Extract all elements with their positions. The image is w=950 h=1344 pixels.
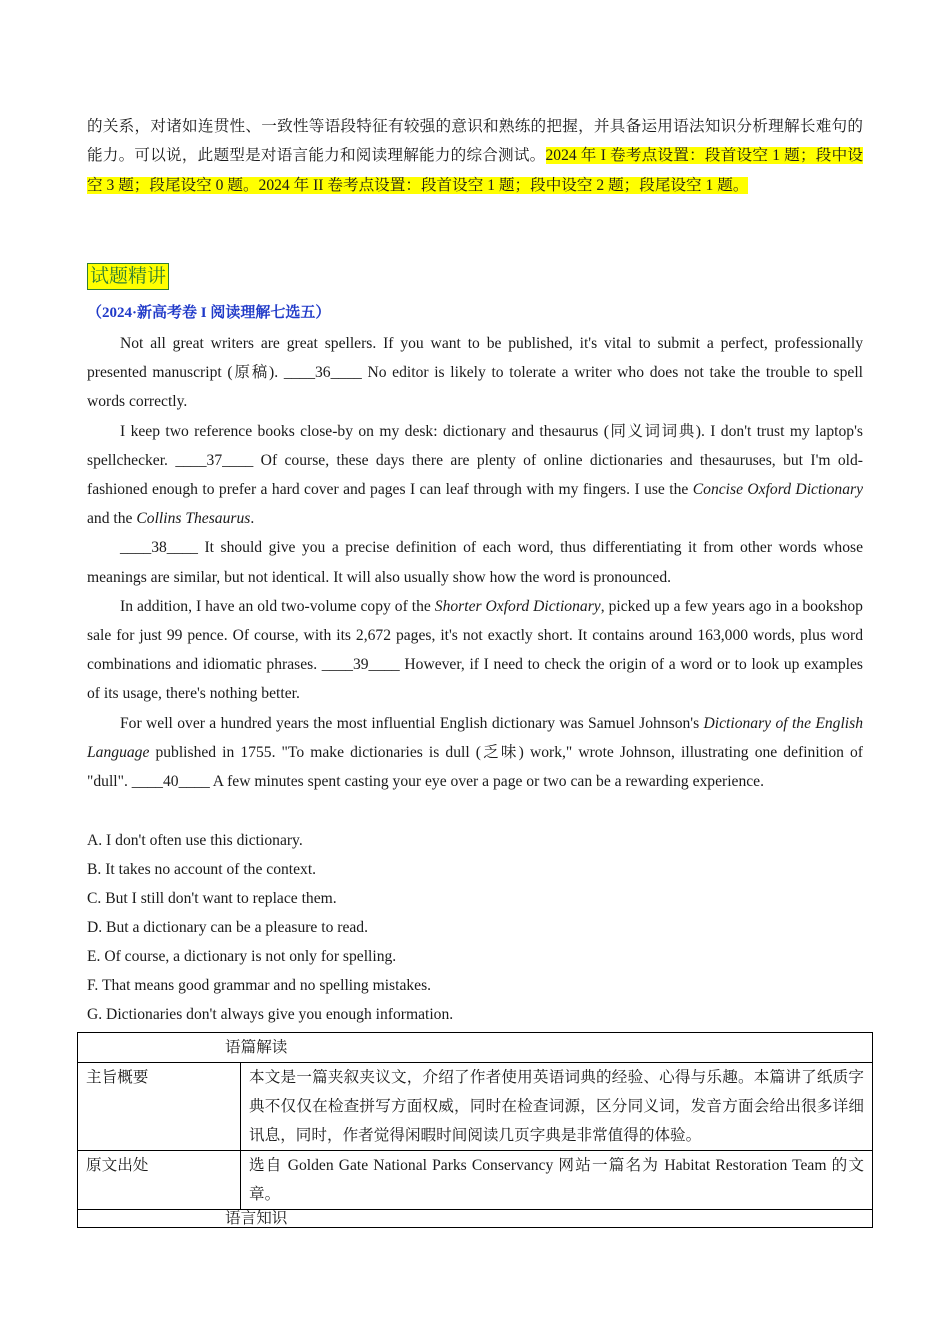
- p5-italic-title: Dictionary of the English Language: [87, 714, 863, 761]
- passage-paragraph-1: Not all great writers are great spellers. If you want to be published, it's vital to submit a perfect, professionally presented manuscript (原稿). ____36____ No editor is likely to tolerate a writer who does not take the trouble to spell words correctly.: [87, 335, 863, 411]
- p2-text-a: I keep two reference books close-by on my desk: dictionary and thesaurus (同义词词典). I don't trust my laptop's spellchecker. ____37____ Of course, these days there are plenty of online dictionaries and thesauruses, but I'm old-fashioned enough to prefer a hard cover and pages I can leaf through with my fingers. I use the: [87, 422, 863, 499]
- intro-paragraph: [87, 112, 863, 200]
- option-e: E. Of course, a dictionary is not only for spelling.: [87, 948, 397, 965]
- p4-text-a: In addition, I have an old two-volume copy of the: [120, 597, 435, 615]
- table-content-source: 选自 Golden Gate National Parks Conservancy 网站一篇名为 Habitat Restoration Team 的文章。: [241, 1151, 873, 1210]
- table-content-summary: 本文是一篇夹叙夹议文，介绍了作者使用英语词典的经验、心得与乐趣。本篇讲了纸质字典不仅仅在检查拼写方面权威，同时在检查词源，区分同义词，发音方面会给出很多详细讯息，同时，作者觉得闲暇时间阅读几页字典是非常值得的体验。: [241, 1063, 873, 1151]
- p2-text-b: and the: [87, 510, 137, 528]
- passage-paragraph-2: [87, 417, 863, 534]
- option-g: G. Dictionaries don't always give you enough information.: [87, 1006, 454, 1023]
- p5-text-a: For well over a hundred years the most influential English dictionary was Samuel Johnson's: [120, 714, 704, 732]
- intro-highlight: 2024 年 I 卷考点设置：段首设空 1 题；段中设空 3 题；段尾设空 0 题。2024 年 II 卷考点设置：段首设空 1 题；段中设空 2 题；段尾设空 1 题。: [87, 147, 863, 194]
- passage-paragraph-3: ____38____ It should give you a precise definition of each word, thus differentiating it from other words whose meanings are similar, but not identical. It will also usually show how the word is pronounced.: [87, 539, 863, 586]
- p2-italic-title-1: Concise Oxford Dictionary: [692, 481, 863, 499]
- table-row: [78, 1063, 873, 1151]
- p4-text-b: , picked up a few years ago in a bookshop sale for just 99 pence. Of course, with its 2,672 pages, it's not exactly short. It contains around 163,000 words, plus word combinations and idiomatic phrases. ____39____ However, if I need to check the origin of a word or to look up examples of its usage, there's nothing better.: [87, 597, 863, 703]
- answer-options: [87, 826, 863, 1029]
- option-b: B. It takes no account of the context.: [87, 861, 317, 878]
- table-label-source: 原文出处: [78, 1151, 241, 1210]
- passage-paragraph-5: [87, 709, 863, 797]
- intro-text: 的关系，对诸如连贯性、一致性等语段特征有较强的意识和熟练的把握，并具备运用语法知识分析理解长难句的能力。可以说，此题型是对语言能力和阅读理解能力的综合测试。: [87, 118, 863, 165]
- p2-text-c: .: [250, 510, 255, 528]
- p2-italic-title-2: Collins Thesaurus: [136, 510, 251, 528]
- p4-italic-title: Shorter Oxford Dictionary: [434, 597, 601, 615]
- section-title: 试题精讲: [87, 263, 169, 290]
- table-header: 语篇解读: [78, 1033, 873, 1063]
- table-label-summary: 主旨概要: [78, 1063, 241, 1151]
- option-a: A. I don't often use this dictionary.: [87, 832, 303, 849]
- analysis-table: [77, 1032, 873, 1228]
- option-d: D. But a dictionary can be a pleasure to read.: [87, 919, 369, 936]
- table-footer-row: [78, 1210, 873, 1228]
- p5-text-b: published in 1755. "To make dictionaries is dull (乏味) work," wrote Johnson, illustrating one definition of "dull". ____40____ A few minutes spent casting your eye over a page or two can be a rewarding experience.: [87, 743, 863, 791]
- table-footer: 语言知识: [78, 1210, 873, 1228]
- table-header-row: [78, 1033, 873, 1063]
- reading-passage: [87, 329, 863, 796]
- question-source: （2024·新高考卷 I 阅读理解七选五）: [87, 305, 331, 321]
- table-row: [78, 1151, 873, 1210]
- option-c: C. But I still don't want to replace them.: [87, 890, 337, 907]
- passage-paragraph-4: [87, 592, 863, 709]
- option-f: F. That means good grammar and no spelling mistakes.: [87, 977, 432, 994]
